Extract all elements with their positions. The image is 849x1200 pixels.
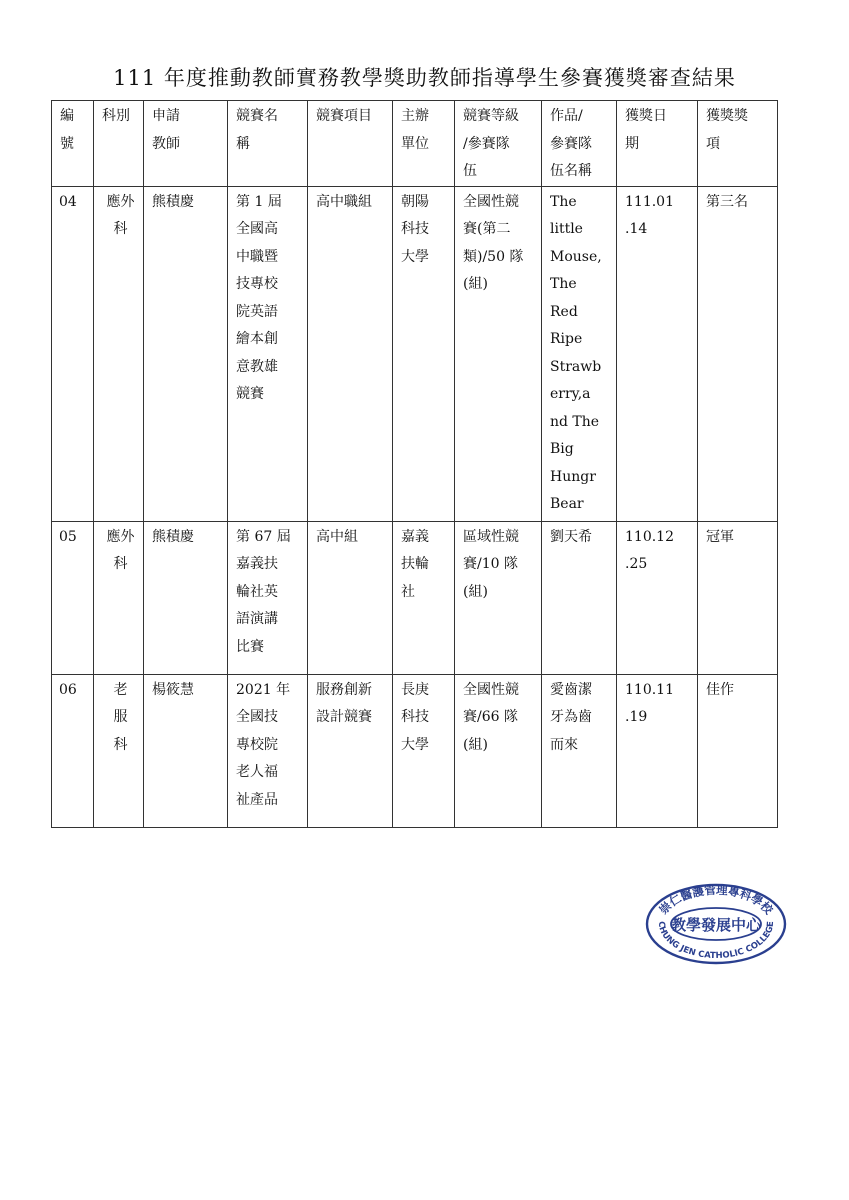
- cell-competition: 2021 年 全國技 專校院 老人福 祉產品: [228, 674, 308, 827]
- cell-level: 區域性競 賽/10 隊 (組): [455, 521, 542, 674]
- cell-item: 高中職組: [308, 186, 393, 521]
- cell-award: 佳作: [698, 674, 778, 827]
- table-row: [52, 674, 778, 827]
- awards-table: [51, 100, 778, 828]
- header-level: 競賽等級 /參賽隊 伍: [455, 101, 542, 187]
- cell-organizer: 長庚 科技 大學: [393, 674, 455, 827]
- cell-level: 全國性競 賽(第二 類)/50 隊 (組): [455, 186, 542, 521]
- cell-award: 冠軍: [698, 521, 778, 674]
- header-organizer: 主辦 單位: [393, 101, 455, 187]
- cell-work: 劉天希: [542, 521, 617, 674]
- cell-level: 全國性競 賽/66 隊 (組): [455, 674, 542, 827]
- cell-id: 06: [52, 674, 94, 827]
- header-work: 作品/ 參賽隊 伍名稱: [542, 101, 617, 187]
- cell-date: 110.11 .19: [617, 674, 698, 827]
- header-award: 獲獎獎 項: [698, 101, 778, 187]
- cell-competition: 第 67 屆 嘉義扶 輪社英 語演講 比賽: [228, 521, 308, 674]
- seal-top-text: 崇仁醫護管理專科學校: [656, 883, 776, 917]
- cell-work: The little Mouse, The Red Ripe Strawb erry,a nd The Big Hungr Bear: [542, 186, 617, 521]
- cell-organizer: 嘉義 扶輪 社: [393, 521, 455, 674]
- header-date: 獲獎日 期: [617, 101, 698, 187]
- table-row: [52, 186, 778, 521]
- cell-item: 服務創新 設計競賽: [308, 674, 393, 827]
- header-competition: 競賽名 稱: [228, 101, 308, 187]
- document-title: 111 年度推動教師實務教學獎助教師指導學生參賽獲獎審查結果: [113, 66, 736, 90]
- cell-date: 110.12 .25: [617, 521, 698, 674]
- cell-competition: 第 1 屆 全國高 中職暨 技專校 院英語 繪本創 意教雄 競賽: [228, 186, 308, 521]
- header-dept: 科別: [94, 101, 144, 187]
- cell-dept: 老 服 科: [94, 674, 144, 827]
- cell-date: 111.01 .14: [617, 186, 698, 521]
- table-header-row: [52, 101, 778, 187]
- cell-id: 04: [52, 186, 94, 521]
- cell-dept: 應外 科: [94, 186, 144, 521]
- seal-bottom-text: CHUNG JEN CATHOLIC COLLEGE: [655, 920, 777, 962]
- cell-dept: 應外 科: [94, 521, 144, 674]
- header-item: 競賽項目: [308, 101, 393, 187]
- table-row: [52, 521, 778, 674]
- cell-organizer: 朝陽 科技 大學: [393, 186, 455, 521]
- cell-teacher: 楊筱慧: [144, 674, 228, 827]
- cell-teacher: 熊積慶: [144, 186, 228, 521]
- cell-teacher: 熊積慶: [144, 521, 228, 674]
- svg-text:崇仁醫護管理專科學校: [656, 883, 776, 917]
- cell-work: 愛齒潔 牙為齒 而來: [542, 674, 617, 827]
- cell-id: 05: [52, 521, 94, 674]
- cell-item: 高中組: [308, 521, 393, 674]
- header-teacher: 申請 教師: [144, 101, 228, 187]
- school-seal-stamp: [645, 883, 787, 965]
- seal-center-text: 教學發展中心: [670, 916, 762, 934]
- header-id: 編 號: [52, 101, 94, 187]
- cell-award: 第三名: [698, 186, 778, 521]
